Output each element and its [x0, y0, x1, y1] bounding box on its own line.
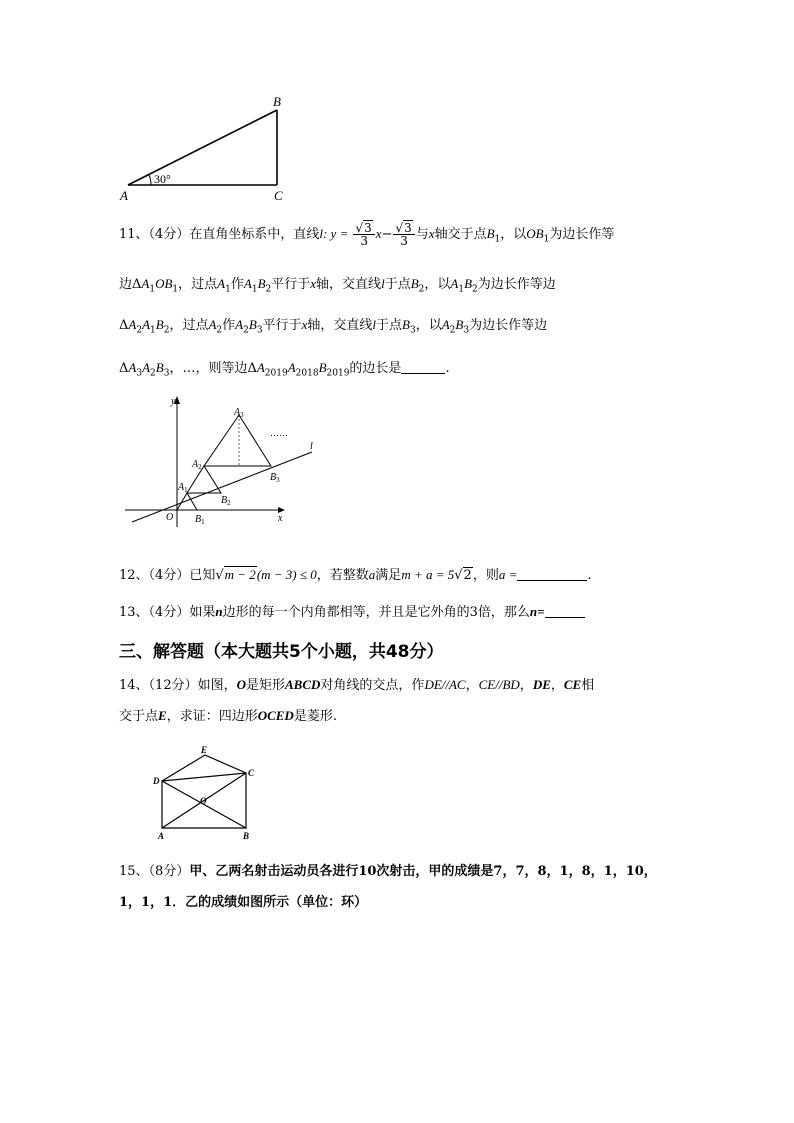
q11-answer-blank[interactable]	[401, 361, 445, 374]
ellipsis-dots: ……	[270, 428, 288, 438]
q15-line2: 1，1，1．乙的成绩如图所示（单位：环）	[119, 895, 368, 910]
triangle-figure	[118, 92, 298, 204]
side-ab	[128, 110, 277, 185]
line-l	[132, 452, 312, 522]
q15-line1: 15、（8分）甲、乙两名射击运动员各进行10次射击，甲的成绩是7，7，8，1，8，1，10，	[119, 864, 657, 879]
y-axis-label: y	[171, 396, 176, 407]
q12-answer-blank[interactable]	[517, 568, 587, 581]
line-l-label: l	[310, 441, 313, 452]
q11-points: （4分）	[148, 227, 190, 242]
angle-arc	[149, 175, 151, 185]
vertex-o-label: O	[200, 796, 207, 806]
vertex-e-label: E	[201, 745, 208, 755]
a1-label: $A_1$	[178, 482, 188, 494]
b3-label: $B_3$	[270, 472, 280, 484]
coordinate-graph-figure	[120, 392, 325, 532]
vertex-d-label: D	[153, 776, 160, 786]
vertex-c-label: C	[248, 768, 255, 778]
q11-line4: $\Delta A_3A_2B_3$，…，则等边$\Delta A_{2019}A_{2018}B_{2019}$的边长是 .	[119, 360, 450, 379]
q13-line: 13、（4分）如果n边形的每一个内角都相等，并且是它外角的3倍，那么n=	[119, 605, 585, 619]
vertex-a-label: A	[158, 831, 165, 841]
b2-label: $B_2$	[221, 495, 231, 507]
q12-line: 12、（4分）已知√m − 2(m − 3) ≤ 0，若整数a满足m + a = 5√2，则a = .	[119, 567, 592, 583]
q11-line2: 边$\Delta A_1OB_1$，过点$A_1$作$A_1B_2$平行于x轴，交直线l于点$B_2$，以$A_1B_2$为边长作等边	[119, 276, 556, 295]
origin-label: O	[166, 512, 174, 523]
vertex-b-label: B	[243, 831, 250, 841]
q14-line2: 交于点E，求证：四边形OCED是菱形.	[119, 708, 337, 724]
rectangle-figure	[150, 743, 265, 843]
fraction-sqrt3-over-3: $\frac{√3}{3}$	[353, 222, 374, 247]
triangle-a3-a2-b3	[204, 415, 271, 466]
vertex-a-label: A	[120, 188, 128, 203]
section-3-heading: 三、解答题（本大题共5个小题，共48分）	[119, 642, 444, 662]
angle-label: 30°	[154, 172, 171, 186]
triangle-a1-o-b1	[177, 493, 197, 510]
vertex-c-label: C	[274, 188, 283, 203]
q13-answer-blank[interactable]	[545, 605, 585, 618]
vertex-b-label: B	[273, 94, 281, 109]
a2-label: $A_2$	[192, 459, 202, 471]
q11-line1: 11、（4分）在直角坐标系中，直线l: y = $\frac{√3}{3}$ x− $\frac{√3}{3}$ 与x轴交于点$B_1$，以$OB_1$为边长作等	[119, 221, 615, 248]
q11-line3: $\Delta A_2A_1B_2$，过点$A_2$作$A_2B_3$平行于x轴，交直线l于点$B_3$，以$A_2B_3$为边长作等边	[119, 317, 548, 336]
x-axis-label: x	[278, 513, 283, 524]
fraction-sqrt3-over-3: $\frac{√3}{3}$	[393, 222, 414, 247]
q11-number: 11、	[119, 227, 149, 242]
a3-label: $A_3$	[234, 407, 244, 419]
b1-label: $B_1$	[195, 514, 205, 526]
q14-line1: 14、（12分）如图，O是矩形ABCD对角线的交点，作DE//AC，CE//BD，DE，CE相	[119, 677, 595, 693]
